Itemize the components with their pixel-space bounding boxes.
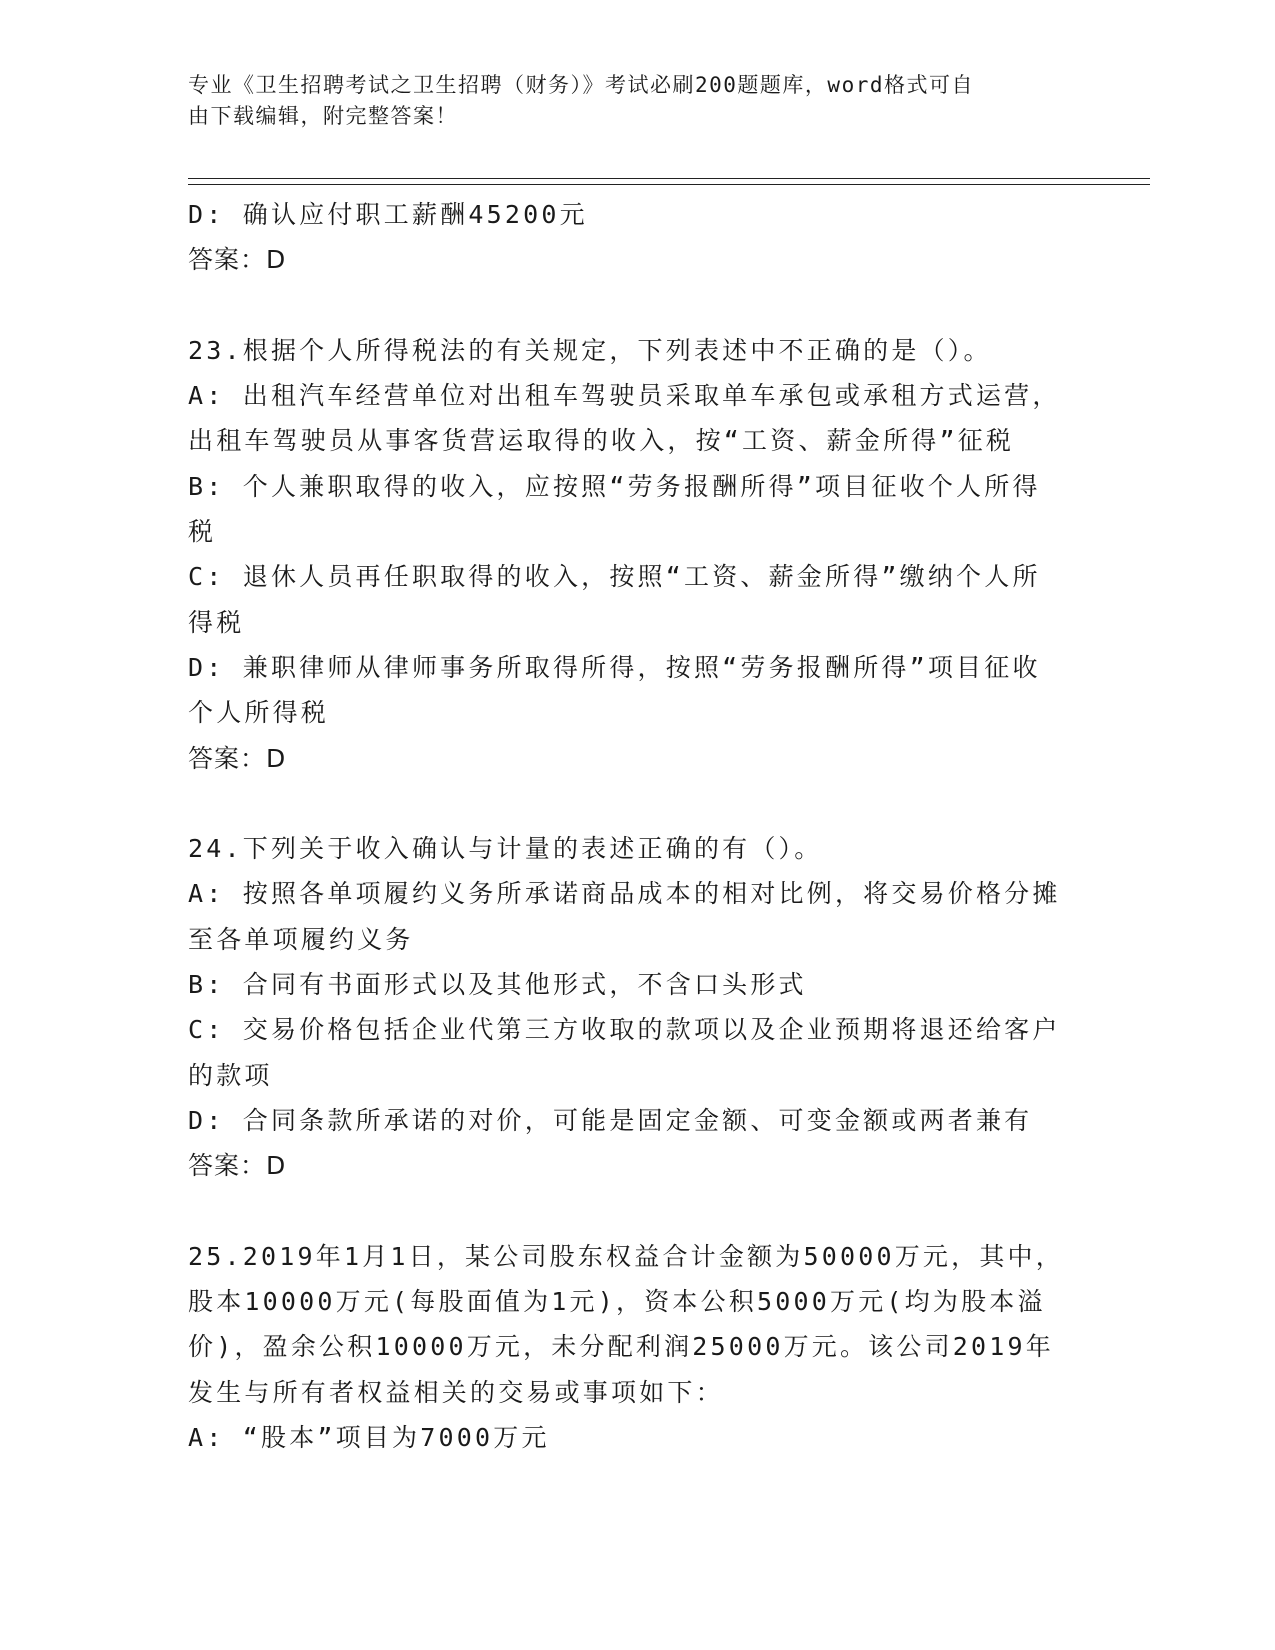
spacer xyxy=(188,1189,1088,1234)
option-a: A: 按照各单项履约义务所承诺商品成本的相对比例，将交易价格分摊 xyxy=(188,879,1061,909)
option-c: C: 退休人员再任职取得的收入，按照“工资、薪金所得”缴纳个人所 xyxy=(188,562,1041,592)
document-header xyxy=(188,70,1068,132)
answer-line: 答案：D xyxy=(188,1151,287,1181)
option-d: D: 合同条款所承诺的对价，可能是固定金额、可变金额或两者兼有 xyxy=(188,1105,1033,1135)
question-stem: 25.2019年1月1日，某公司股东权益合计金额为50000万元，其中， xyxy=(188,1241,1064,1271)
answer-line: 答案：D xyxy=(188,743,287,773)
question-25 xyxy=(188,1234,1088,1460)
option-a: A: 出租汽车经营单位对出租车驾驶员采取单车承包或承租方式运营， xyxy=(188,381,1061,411)
option-a-cont: 至各单项履约义务 xyxy=(188,924,414,954)
option-a-cont: 出租车驾驶员从事客货营运取得的收入，按“工资、薪金所得”征税 xyxy=(188,426,1015,456)
question-24 xyxy=(188,826,1088,1188)
spacer xyxy=(188,283,1088,328)
document-body xyxy=(188,192,1088,1460)
question-stem-cont: 价)，盈余公积10000万元，未分配利润25000万元。该公司2019年 xyxy=(188,1332,1054,1362)
option-d: D: 确认应付职工薪酬45200元 xyxy=(188,200,588,229)
answer-line: 答案：D xyxy=(188,245,287,275)
question-stem-cont: 发生与所有者权益相关的交易或事项如下： xyxy=(188,1377,724,1407)
option-a: A: “股本”项目为7000万元 xyxy=(188,1423,550,1453)
option-b: B: 个人兼职取得的收入，应按照“劳务报酬所得”项目征收个人所得 xyxy=(188,471,1041,501)
option-d-cont: 个人所得税 xyxy=(188,698,330,728)
option-c: C: 交易价格包括企业代第三方收取的款项以及企业预期将退还给客户 xyxy=(188,1015,1061,1045)
header-rule-bottom xyxy=(188,184,1150,185)
option-d: D: 兼职律师从律师事务所取得所得，按照“劳务报酬所得”项目征收 xyxy=(188,652,1041,682)
header-line-1: 专业《卫生招聘考试之卫生招聘（财务）》考试必刷200题题库，word格式可自 xyxy=(188,73,974,97)
question-stem: 24.下列关于收入确认与计量的表述正确的有（）。 xyxy=(188,834,823,864)
option-c-cont: 的款项 xyxy=(188,1060,273,1090)
question-23 xyxy=(188,328,1088,781)
header-rule-top xyxy=(188,178,1150,179)
spacer xyxy=(188,781,1088,826)
option-b-cont: 税 xyxy=(188,517,217,547)
question-stem: 23.根据个人所得税法的有关规定，下列表述中不正确的是（）。 xyxy=(188,335,992,365)
option-c-cont: 得税 xyxy=(188,607,245,637)
option-b: B: 合同有书面形式以及其他形式，不含口头形式 xyxy=(188,970,807,1000)
header-line-2: 由下载编辑，附完整答案！ xyxy=(188,104,458,128)
question-22-tail xyxy=(188,192,1088,283)
question-stem-cont: 股本10000万元(每股面值为1元)，资本公积5000万元(均为股本溢 xyxy=(188,1287,1046,1317)
